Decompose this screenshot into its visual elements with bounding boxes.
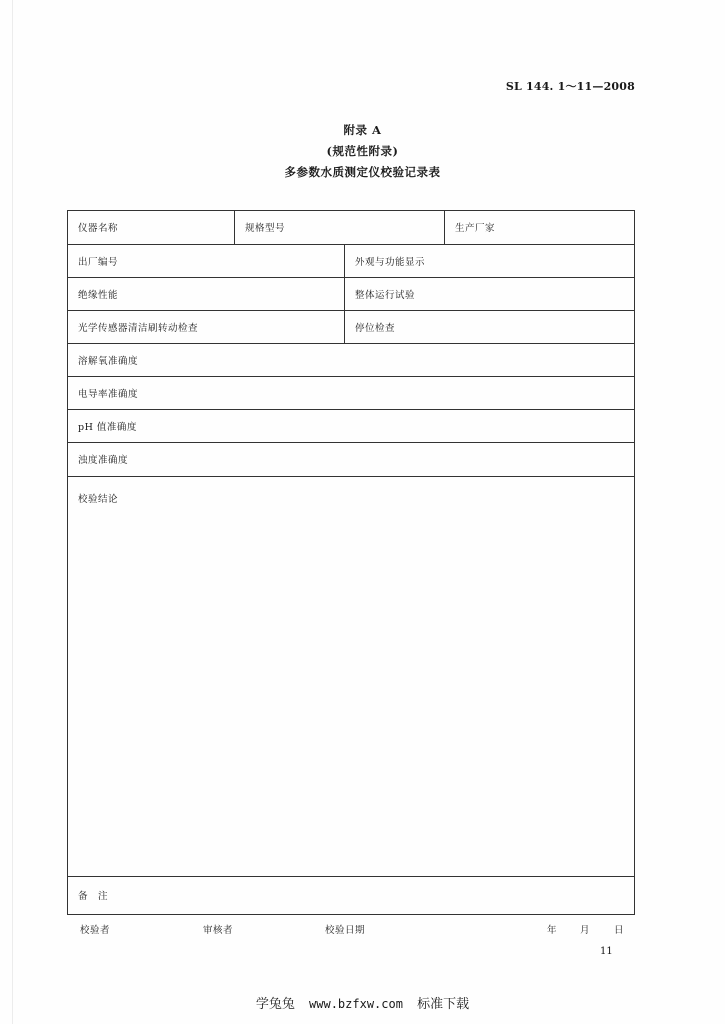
year-label: 年	[547, 925, 558, 936]
table-row	[68, 877, 634, 914]
overall-operation-label: 整体运行试验	[355, 290, 416, 301]
verifier-label: 校验者	[80, 925, 111, 936]
table-row	[68, 311, 634, 344]
table-row	[68, 477, 634, 877]
conductivity-cell[interactable]	[68, 377, 634, 409]
remarks-cell[interactable]	[68, 877, 634, 914]
watermark-url[interactable]: www.bzfxw.com	[309, 997, 403, 1011]
watermark-site-name: 学兔兔	[255, 997, 295, 1012]
ph-cell[interactable]	[68, 410, 634, 442]
cleaning-brush-label: 光学传感器清洁刷转动检查	[78, 323, 199, 334]
manufacturer-cell[interactable]	[444, 211, 634, 244]
conclusion-label: 校验结论	[78, 494, 119, 505]
verification-record-table	[67, 210, 635, 915]
park-position-label: 停位检查	[355, 323, 396, 334]
ph-label: pH 值准确度	[78, 422, 137, 433]
title-block	[0, 120, 725, 183]
watermark	[0, 993, 725, 1012]
park-position-cell[interactable]	[344, 311, 634, 343]
dissolved-oxygen-cell[interactable]	[68, 344, 634, 376]
turbidity-cell[interactable]	[68, 443, 634, 476]
appearance-display-cell[interactable]	[344, 245, 634, 277]
table-row	[68, 278, 634, 311]
appendix-title: 附录 A	[343, 123, 382, 137]
reviewer-label: 审核者	[203, 925, 234, 936]
appearance-display-label: 外观与功能显示	[355, 257, 426, 268]
form-title: 多参数水质测定仪校验记录表	[284, 165, 441, 179]
insulation-label: 绝缘性能	[78, 290, 119, 301]
model-label: 规格型号	[245, 223, 286, 234]
table-row	[68, 211, 634, 245]
table-row	[68, 245, 634, 278]
instrument-name-cell[interactable]	[68, 211, 234, 244]
insulation-cell[interactable]	[68, 278, 344, 310]
serial-number-label: 出厂编号	[78, 257, 119, 268]
watermark-slogan: 标准下载	[417, 997, 470, 1012]
day-label: 日	[614, 925, 625, 936]
model-cell[interactable]	[234, 211, 444, 244]
table-row	[68, 344, 634, 377]
turbidity-label: 浊度准确度	[78, 455, 129, 466]
standard-number: SL 144. 1～11—2008	[505, 80, 635, 93]
verification-date-label: 校验日期	[325, 925, 366, 936]
table-row	[68, 443, 634, 477]
dissolved-oxygen-label: 溶解氧准确度	[78, 356, 139, 367]
table-row	[68, 410, 634, 443]
conclusion-cell[interactable]	[68, 477, 634, 876]
serial-number-cell[interactable]	[68, 245, 344, 277]
instrument-name-label: 仪器名称	[78, 223, 119, 234]
appendix-nature: (规范性附录)	[326, 144, 399, 158]
manufacturer-label: 生产厂家	[455, 223, 496, 234]
conductivity-label: 电导率准确度	[78, 389, 139, 400]
cleaning-brush-cell[interactable]	[68, 311, 344, 343]
remarks-label: 备 注	[78, 891, 109, 902]
table-row	[68, 377, 634, 410]
page-number: 11	[600, 946, 613, 957]
overall-operation-cell[interactable]	[344, 278, 634, 310]
month-label: 月	[580, 925, 591, 936]
